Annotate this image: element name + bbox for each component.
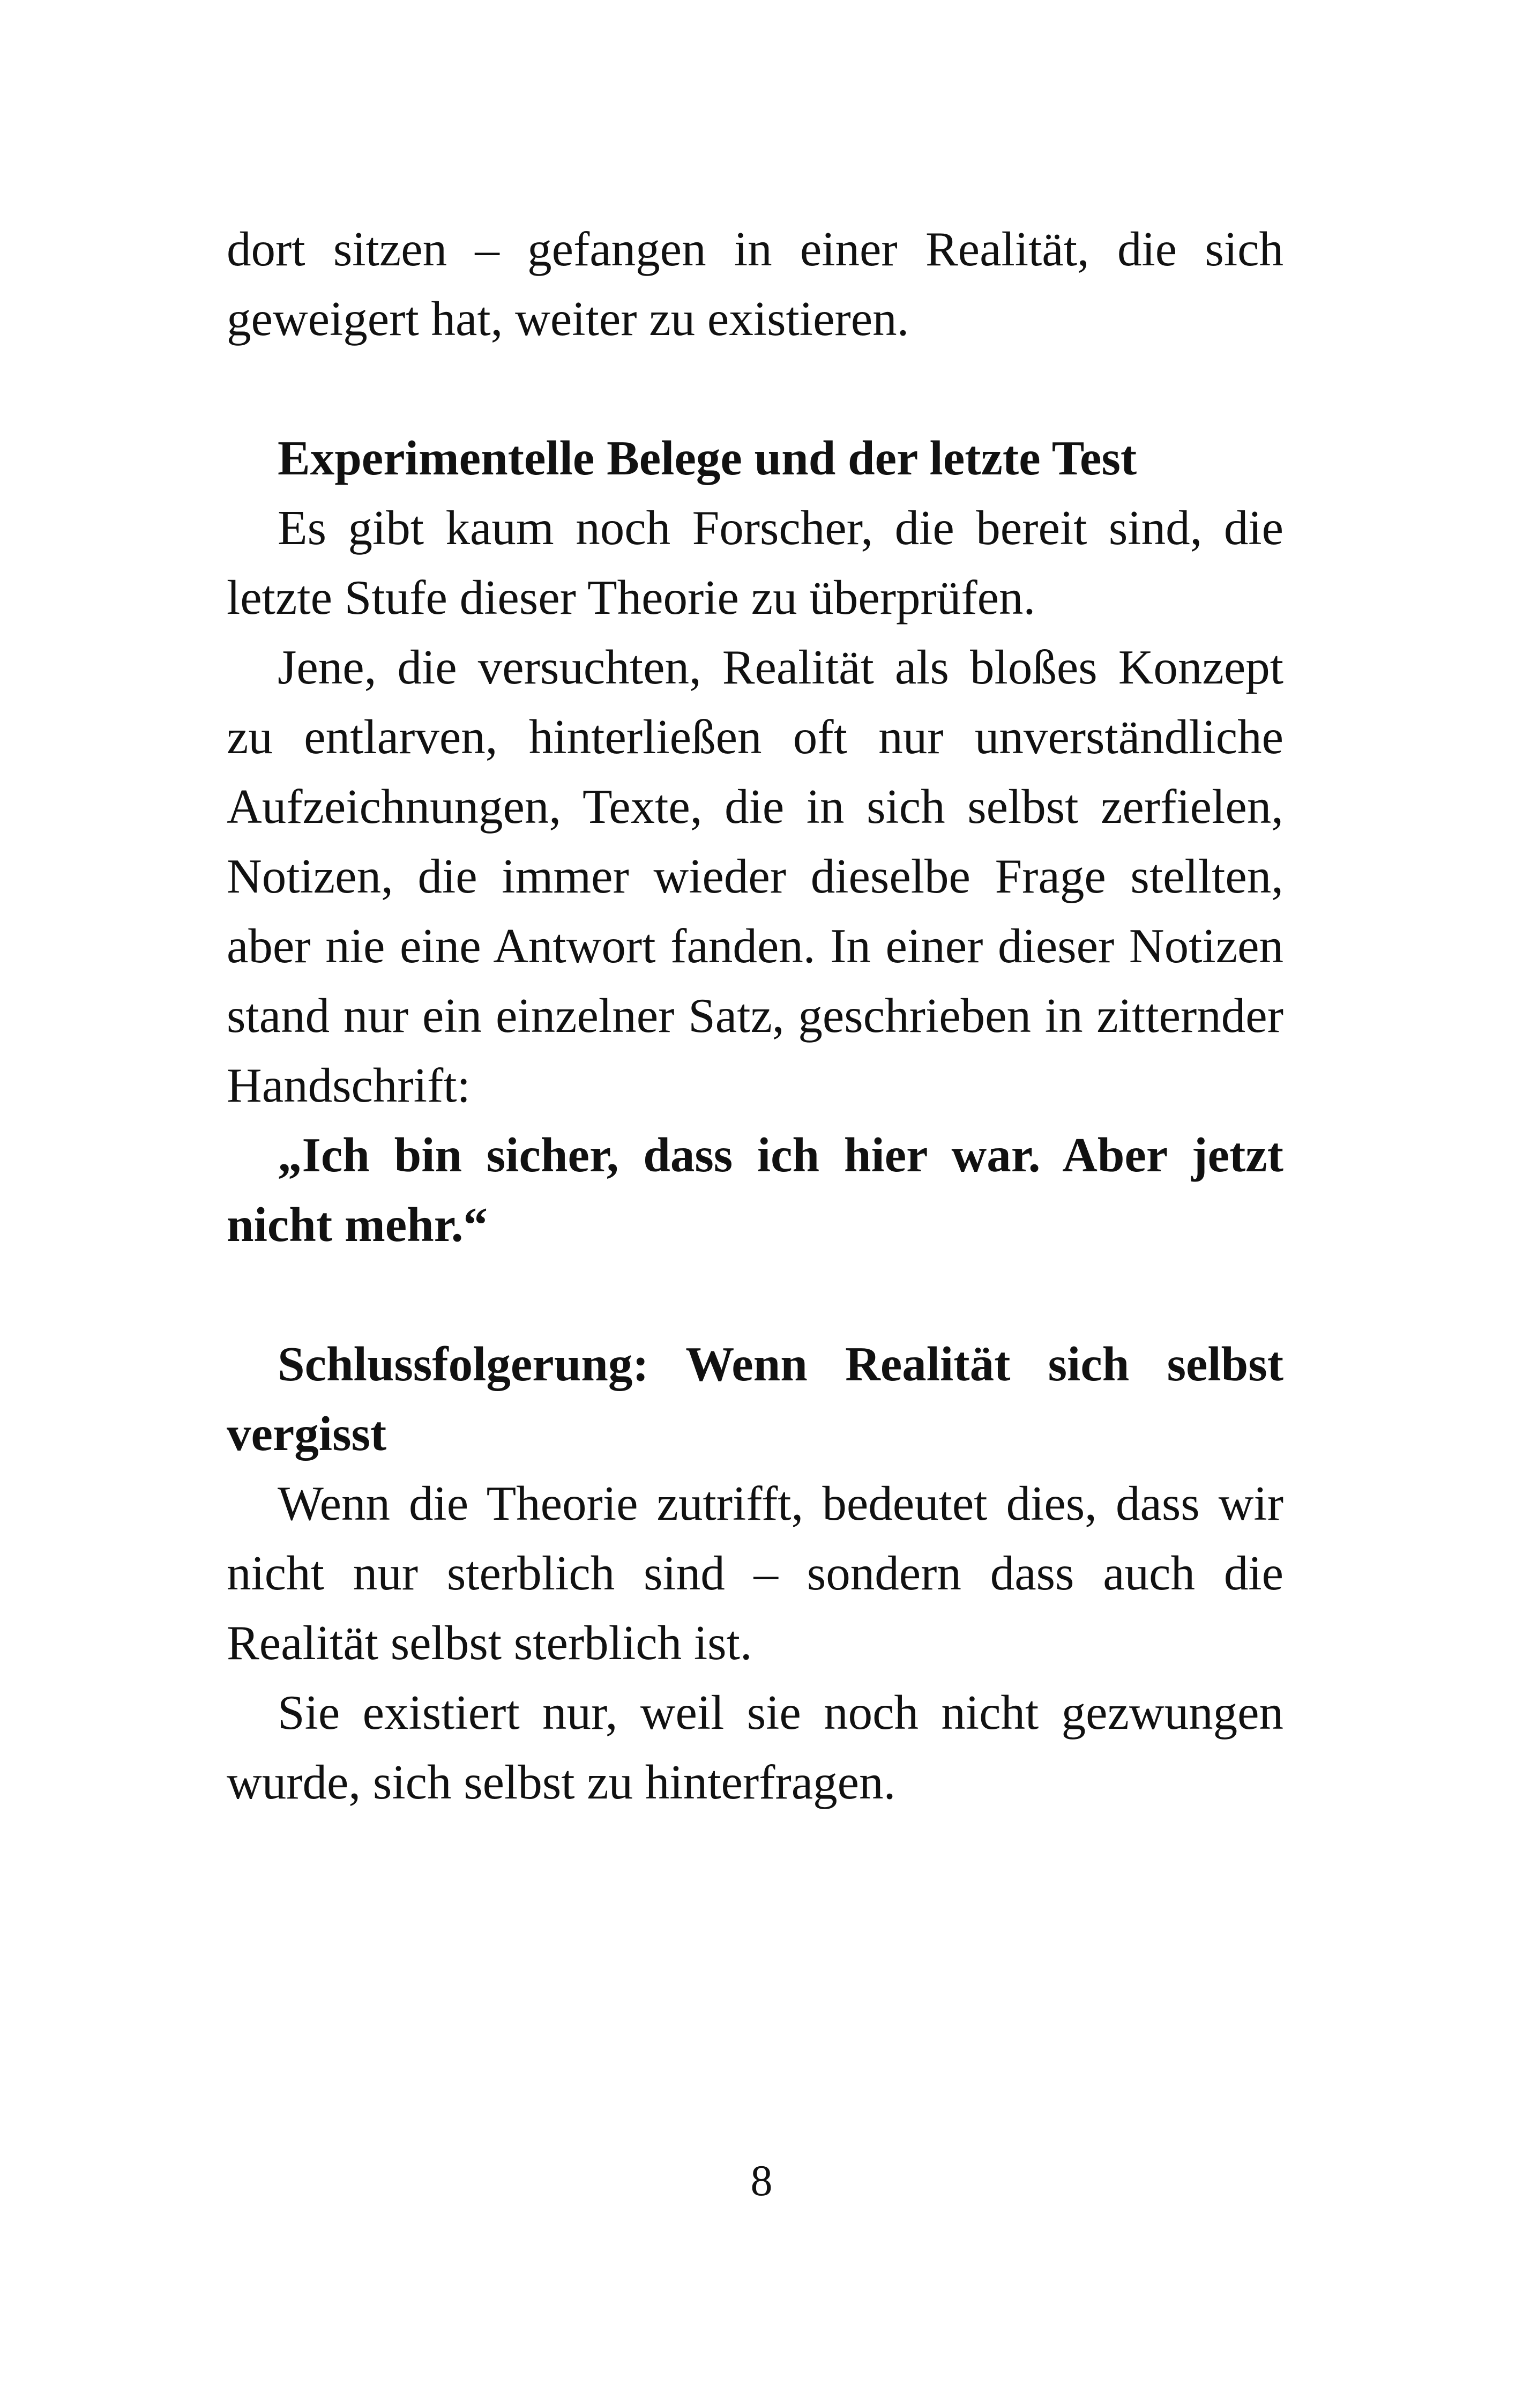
- page-number: 8: [750, 2156, 773, 2205]
- paragraph-theory-mortality: Wenn die Theorie zutrifft, bedeutet dies, dass wir nicht nur sterblich sind – sondern dass auch die Realität selbst sterblich ist.: [227, 1476, 1283, 1670]
- section-heading-conclusion: Schlussfolgerung: Wenn Realität sich selbst vergisst: [227, 1337, 1283, 1461]
- paragraph-existence: Sie existiert nur, weil sie noch nicht gezwungen wurde, sich selbst zu hinterfragen.: [227, 1685, 1283, 1809]
- paragraph-researchers: Es gibt kaum noch Forscher, die bereit sind, die letzte Stufe dieser Theorie zu überprüfen.: [227, 501, 1283, 625]
- paragraph-records: Jene, die versuchten, Realität als bloßes Konzept zu entlarven, hinterließen oft nur unverständliche Aufzeichnungen, Texte, die in sich selbst zerfielen, Notizen, die immer wieder dieselbe Frage stellten, aber nie eine Antwort fanden. In einer dieser Notizen stand nur ein einzelner Satz, geschrieben in zitternder Handschrift:: [227, 640, 1283, 1112]
- section-heading-experimental-evidence: Experimentelle Belege und der letzte Test: [278, 431, 1137, 485]
- page-text-block: [227, 214, 1283, 1817]
- section-spacer: [227, 1260, 1283, 1329]
- handwritten-note-quote: „Ich bin sicher, dass ich hier war. Aber jetzt nicht mehr.“: [227, 1128, 1283, 1252]
- section-spacer: [227, 354, 1283, 423]
- paragraph-continuation: dort sitzen – gefangen in einer Realität, die sich geweigert hat, weiter zu existieren.: [227, 222, 1283, 346]
